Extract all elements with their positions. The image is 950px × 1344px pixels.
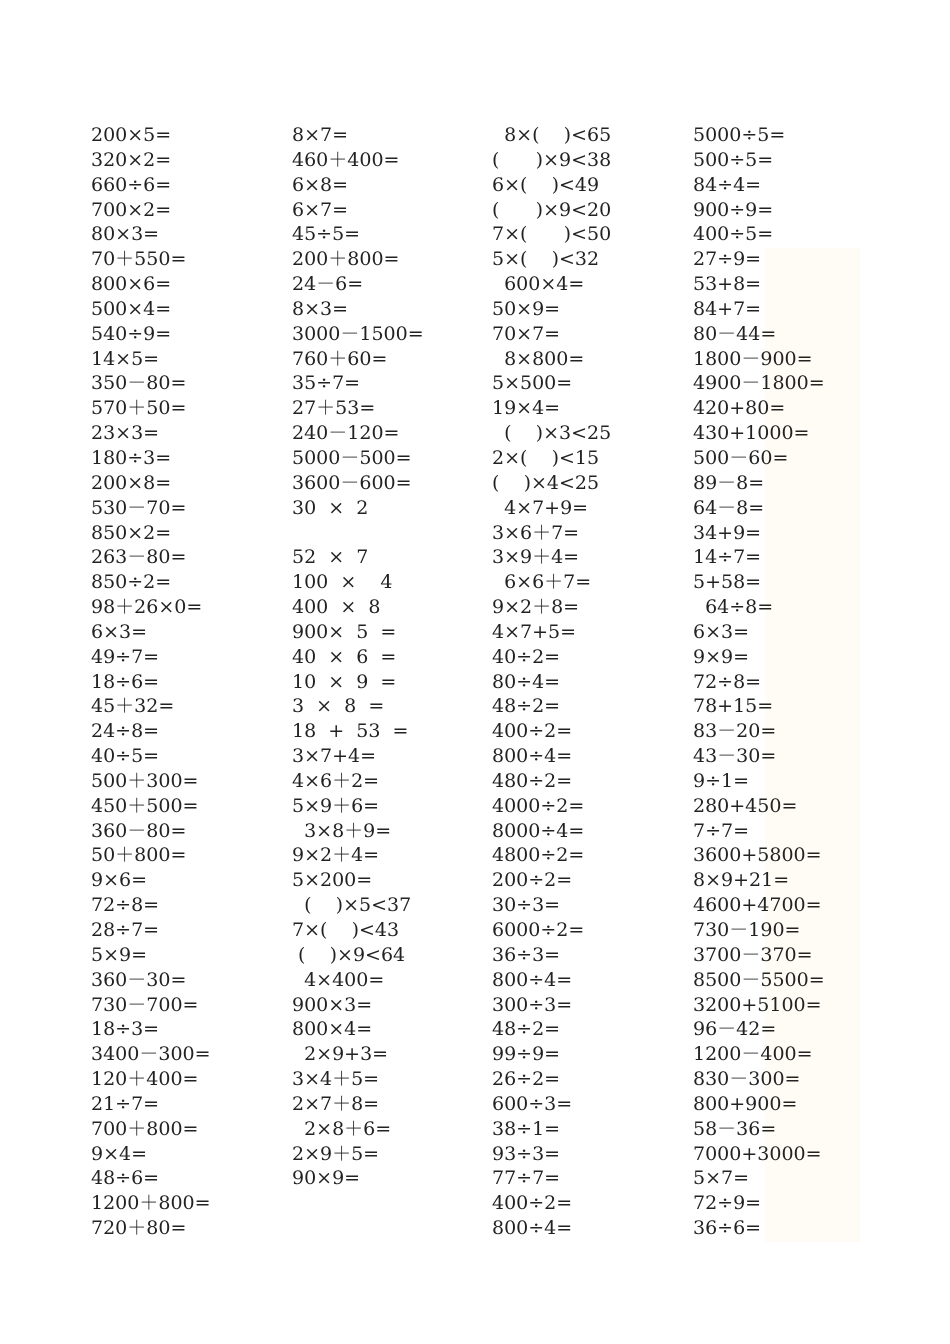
math-problem: 18÷3=	[91, 1018, 160, 1041]
math-problem: 77÷7=	[492, 1167, 561, 1190]
math-problem: 5×500=	[492, 372, 573, 395]
math-problem: 3600－600=	[292, 471, 412, 494]
math-problem: 720＋80=	[91, 1217, 187, 1240]
math-problem: 3400－300=	[91, 1043, 211, 1066]
math-problem: 2×9＋5=	[292, 1142, 380, 1165]
math-problem: 350－80=	[91, 372, 187, 395]
math-problem: 2×( )<15	[492, 446, 600, 469]
math-problem: 8500－5500=	[693, 968, 825, 991]
math-problem: 500＋300=	[91, 769, 199, 792]
math-problem: 420+80=	[693, 397, 786, 420]
math-problem: 9÷1=	[693, 769, 750, 792]
math-problem: 5×200=	[292, 869, 373, 892]
math-problem: 53+8=	[693, 273, 762, 296]
problem-column-1	[91, 123, 291, 1241]
math-problem: 1200－400=	[693, 1043, 813, 1066]
math-problem: 760＋60=	[292, 347, 388, 370]
math-problem: 850×2=	[91, 521, 172, 544]
math-problem: 800×4=	[292, 1018, 373, 1041]
math-problem: 30÷3=	[492, 894, 561, 917]
math-problem: 78+15=	[693, 695, 774, 718]
math-problem: ( )×9<64	[292, 943, 406, 966]
math-problem: 4×7+5=	[492, 620, 577, 643]
math-problem: 72÷8=	[91, 894, 160, 917]
math-problem: 3000－1500=	[292, 322, 424, 345]
math-problem: 5×9=	[91, 943, 148, 966]
math-problem: 700＋800=	[91, 1117, 199, 1140]
math-problem: 49÷7=	[91, 645, 160, 668]
math-problem: 7000+3000=	[693, 1142, 822, 1165]
math-problem: 10 × 9 =	[292, 670, 397, 693]
math-problem: 3200+5100=	[693, 993, 822, 1016]
math-problem: 2×7＋8=	[292, 1092, 380, 1115]
math-problem: 43－30=	[693, 745, 777, 768]
math-problem: 3×8＋9=	[292, 819, 392, 842]
math-problem: ( )×4<25	[492, 471, 600, 494]
math-problem: 5000－500=	[292, 446, 412, 469]
math-problem: 400÷2=	[492, 1192, 573, 1215]
math-problem: 3×4＋5=	[292, 1068, 380, 1091]
math-problem: 4900－1800=	[693, 372, 825, 395]
math-problem: 38÷1=	[492, 1117, 561, 1140]
math-problem: 500÷5=	[693, 148, 774, 171]
math-problem: 18 + 53 =	[292, 720, 409, 743]
math-problem: 14×5=	[91, 347, 160, 370]
math-problem: 830－300=	[693, 1068, 801, 1091]
math-problem: 100 × 4	[292, 571, 393, 594]
math-problem: 28÷7=	[91, 919, 160, 941]
math-problem: 360－30=	[91, 968, 187, 991]
math-problem: 900× 5 =	[292, 620, 397, 643]
math-problem: 500×4=	[91, 297, 172, 320]
math-problem: 52 × 7	[292, 546, 369, 569]
math-problem: 84+7=	[693, 297, 762, 320]
math-problem: 9×9=	[693, 645, 750, 668]
math-problem: 5×7=	[693, 1167, 750, 1190]
math-problem: 800÷4=	[492, 745, 573, 768]
math-problem: 6×6＋7=	[492, 571, 592, 594]
math-problem: 800+900=	[693, 1092, 798, 1115]
math-problem: 80－44=	[693, 322, 777, 345]
math-problem: 200＋800=	[292, 248, 400, 271]
math-problem: 2×8＋6=	[292, 1117, 392, 1140]
math-problem: 6000÷2=	[492, 919, 585, 941]
math-problem: 70＋550=	[91, 248, 187, 271]
math-problem: 24÷8=	[91, 720, 160, 743]
math-problem: 2×9+3=	[292, 1043, 389, 1066]
math-problem: 400÷2=	[492, 720, 573, 743]
math-problem: 730－190=	[693, 919, 801, 941]
problem-column-4	[693, 123, 893, 1241]
math-problem: 48÷6=	[91, 1167, 160, 1190]
math-problem: 540÷9=	[91, 322, 172, 345]
math-problem: 200×5=	[91, 124, 172, 146]
math-problem: ( )×9<20	[492, 198, 612, 221]
math-problem: 320×2=	[91, 148, 172, 171]
math-problem: 99÷9=	[492, 1043, 561, 1066]
problem-column-3	[492, 123, 692, 1241]
math-problem: 570＋50=	[91, 397, 187, 420]
math-problem: 480÷2=	[492, 769, 573, 792]
math-problem: 1800－900=	[693, 347, 813, 370]
math-problem: 72÷8=	[693, 670, 762, 693]
math-problem: 5×9＋6=	[292, 794, 380, 817]
math-problem: 5×( )<32	[492, 248, 600, 271]
math-problem: 4600+4700=	[693, 894, 822, 917]
math-problem: 27÷9=	[693, 248, 762, 271]
math-problem: 64÷8=	[693, 596, 774, 619]
math-problem: 40÷5=	[91, 745, 160, 768]
math-problem: 3×6＋7=	[492, 521, 580, 544]
math-problem: 8×7=	[292, 124, 349, 146]
math-problem: 9×2＋8=	[492, 596, 580, 619]
math-problem: 5+58=	[693, 571, 762, 594]
math-problem: 6×3=	[91, 620, 148, 643]
math-problem: 70×7=	[492, 322, 561, 345]
math-problem: 5000÷5=	[693, 124, 786, 146]
math-problem: 600×4=	[492, 273, 585, 296]
math-problem: 9×2＋4=	[292, 844, 380, 867]
math-problem: 450＋500=	[91, 794, 199, 817]
math-problem: 800÷4=	[492, 968, 573, 991]
math-problem: 23×3=	[91, 422, 160, 445]
math-problem: 500－60=	[693, 446, 789, 469]
math-problem: 50＋800=	[91, 844, 187, 867]
math-problem: 400 × 8	[292, 596, 381, 619]
math-problem: 7×( )<43	[292, 919, 400, 941]
math-problem: 35÷7=	[292, 372, 361, 395]
math-problem: 80÷4=	[492, 670, 561, 693]
math-problem: 9×4=	[91, 1142, 148, 1165]
math-problem: ( )×3<25	[492, 422, 612, 445]
math-problem: 45＋32=	[91, 695, 175, 718]
math-problem: 200×8=	[91, 471, 172, 494]
math-problem: 14÷7=	[693, 546, 762, 569]
math-problem: 36÷6=	[693, 1217, 762, 1240]
math-problem: 8×800=	[492, 347, 585, 370]
math-problem: 36÷3=	[492, 943, 561, 966]
math-problem: 84÷4=	[693, 173, 762, 196]
math-problem: 8000÷4=	[492, 819, 585, 842]
math-problem: 80×3=	[91, 223, 160, 246]
math-problem: 89－8=	[693, 471, 765, 494]
math-problem: 6×7=	[292, 198, 349, 221]
math-problem: 40÷2=	[492, 645, 561, 668]
math-problem: 730－700=	[91, 993, 199, 1016]
math-problem: 900×3=	[292, 993, 373, 1016]
math-problem: 24－6=	[292, 273, 364, 296]
math-problem: 200÷2=	[492, 869, 573, 892]
math-problem: 6×( )<49	[492, 173, 600, 196]
math-problem: 8×( )<65	[492, 124, 612, 146]
math-problem: 263－80=	[91, 546, 187, 569]
math-problem: 83－20=	[693, 720, 777, 743]
math-problem: 4×400=	[292, 968, 385, 991]
math-problem: 7×( )<50	[492, 223, 612, 246]
math-problem: 7÷7=	[693, 819, 750, 842]
math-problem: ( )×5<37	[292, 894, 412, 917]
math-problem: 120＋400=	[91, 1068, 199, 1091]
math-problem: 8×3=	[292, 297, 349, 320]
math-problem: 6×8=	[292, 173, 349, 196]
math-problem: 4800÷2=	[492, 844, 585, 867]
math-problem: 280+450=	[693, 794, 798, 817]
math-problem: 530－70=	[91, 496, 187, 519]
math-problem: 26÷2=	[492, 1068, 561, 1091]
math-problem: 8×9+21=	[693, 869, 790, 892]
math-problem: 19×4=	[492, 397, 561, 420]
math-problem: 45÷5=	[292, 223, 361, 246]
math-problem: 27＋53=	[292, 397, 376, 420]
math-problem: 48÷2=	[492, 695, 561, 718]
math-problem: 93÷3=	[492, 1142, 561, 1165]
math-problem	[292, 521, 492, 546]
math-problem: 96－42=	[693, 1018, 777, 1041]
math-problem: 9×6=	[91, 869, 148, 892]
problem-column-2	[292, 123, 492, 1191]
math-problem: 58－36=	[693, 1117, 777, 1140]
math-problem: 6×3=	[693, 620, 750, 643]
math-problem: 48÷2=	[492, 1018, 561, 1041]
math-problem: 360－80=	[91, 819, 187, 842]
math-problem: 30 × 2	[292, 496, 369, 519]
math-problem: 40 × 6 =	[292, 645, 397, 668]
math-problem: 800÷4=	[492, 1217, 573, 1240]
math-problem: 460＋400=	[292, 148, 400, 171]
math-problem: 4×6＋2=	[292, 769, 380, 792]
math-problem: 72÷9=	[693, 1192, 762, 1215]
math-problem: 3×7+4=	[292, 745, 377, 768]
math-problem: 1200＋800=	[91, 1192, 211, 1215]
math-problem: 900÷9=	[693, 198, 774, 221]
math-problem: 3×9＋4=	[492, 546, 580, 569]
math-problem: 64－8=	[693, 496, 765, 519]
math-problem: 3700－370=	[693, 943, 813, 966]
math-problem: 3 × 8 =	[292, 695, 385, 718]
math-problem: 180÷3=	[91, 446, 172, 469]
math-problem: 98＋26×0=	[91, 596, 203, 619]
math-problem: 700×2=	[91, 198, 172, 221]
math-problem: 430+1000=	[693, 422, 810, 445]
math-problem: 21÷7=	[91, 1092, 160, 1115]
math-problem: 4000÷2=	[492, 794, 585, 817]
math-problem: 660÷6=	[91, 173, 172, 196]
math-problem: 300÷3=	[492, 993, 573, 1016]
math-problem: 34+9=	[693, 521, 762, 544]
math-problem: 18÷6=	[91, 670, 160, 693]
math-problem: 400÷5=	[693, 223, 774, 246]
math-problem: 800×6=	[91, 273, 172, 296]
math-problem: ( )×9<38	[492, 148, 612, 171]
math-problem: 50×9=	[492, 297, 561, 320]
math-problem: 4×7+9=	[492, 496, 589, 519]
math-problem: 90×9=	[292, 1167, 361, 1190]
math-problem: 240－120=	[292, 422, 400, 445]
math-problem: 850÷2=	[91, 571, 172, 594]
math-problem: 3600+5800=	[693, 844, 822, 867]
math-problem: 600÷3=	[492, 1092, 573, 1115]
